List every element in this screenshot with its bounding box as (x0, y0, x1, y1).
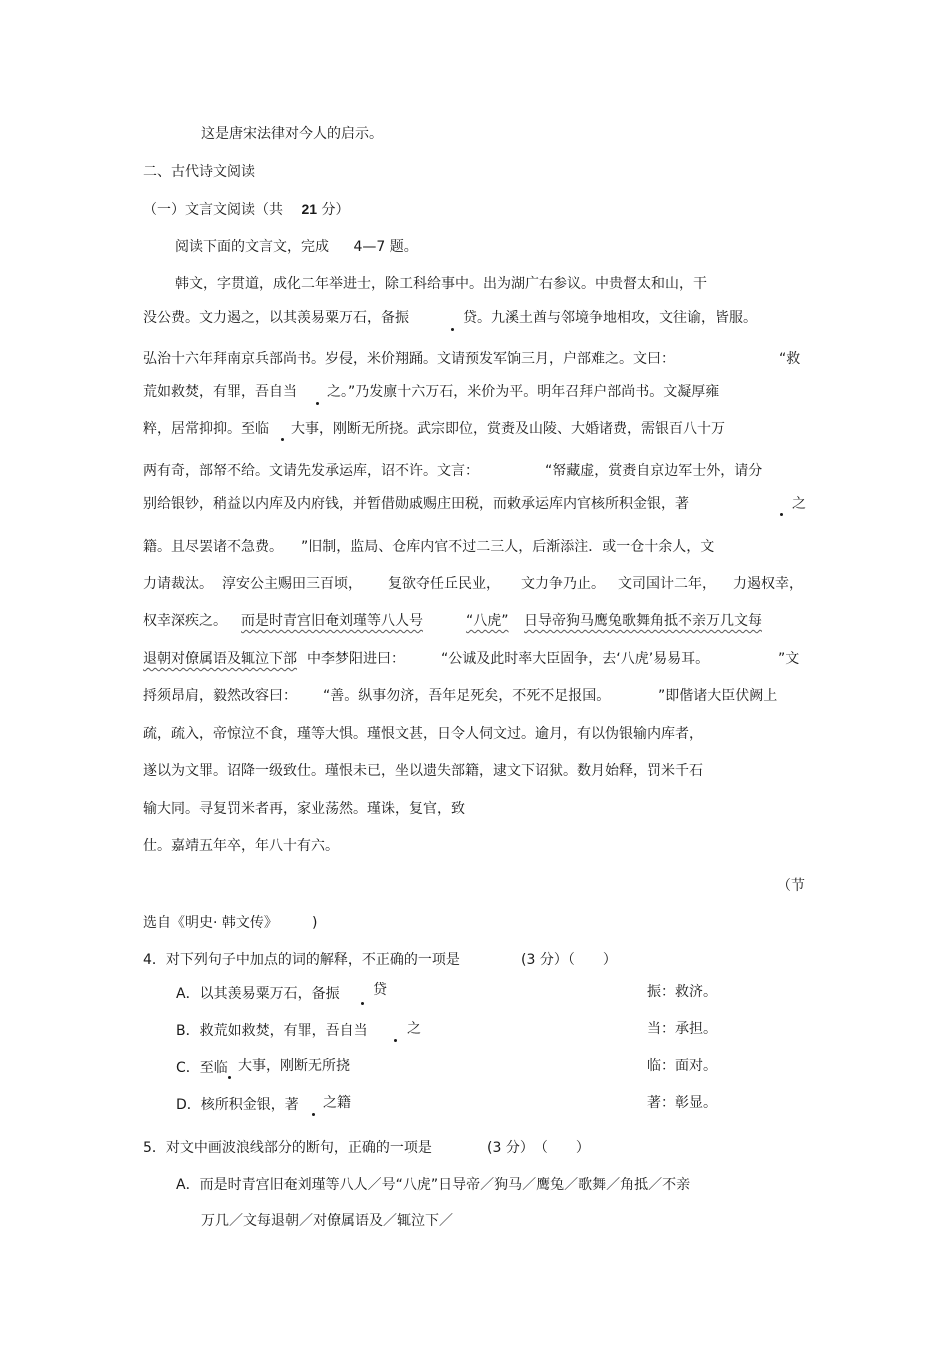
q5-option-a-line-1: A．而是时青宫旧奄刘瑾等八人／号“八虎”日导帝／狗马／鹰兔／歌舞／角抵／不亲 (176, 1177, 691, 1193)
source-note-1: （节 (777, 878, 805, 894)
q4-option-a-word: 贷 (373, 982, 387, 998)
question-4-score: (3 分）（ ） (521, 952, 617, 968)
passage-line-9d: 文力争乃止。 (521, 576, 605, 592)
source-note-3: ) (312, 915, 318, 931)
question-5-score: (3 分） （ ） (487, 1140, 590, 1156)
subsection-suffix: 分） (321, 202, 350, 218)
wavy-text-11a: 退朝对僚属语及辄泣下部 (143, 651, 297, 667)
emphasis-dot (316, 402, 319, 405)
q4-option-a-text: A．以其羡易粟万石，备振 (176, 986, 340, 1002)
passage-line-11d: ”文 (778, 651, 800, 667)
q4-option-c-word: 大事，刚断无所挠 (238, 1058, 350, 1074)
passage-line-12a: 捋须昂肩，毅然改容曰： (143, 688, 297, 704)
passage-line-9b: 淳安公主赐田三百顷， (222, 576, 362, 592)
passage-line-9a: 力请裁汰。 (143, 576, 213, 592)
instruction-range: 4—7 题。 (353, 239, 418, 255)
intro-line: 这是唐宋法律对今人的启示。 (201, 126, 383, 142)
q4-option-b-word: 之 (407, 1021, 421, 1037)
passage-line-9f: 力遏权幸， (733, 576, 803, 592)
section-heading: 二、古代诗文阅读 (143, 164, 255, 180)
passage-line-5a: 粹，居常抑抑。至临 (143, 421, 269, 437)
q5-option-a-line-2: 万几／文每退朝／对僚属语及／辄泣下／ (201, 1213, 453, 1229)
emphasis-dot (394, 1039, 397, 1042)
q4-option-b-gloss: 当：承担。 (647, 1021, 717, 1037)
passage-line-2a: 没公费。文力遏之，以其羡易粟万石，备振 (143, 310, 409, 326)
wavy-text-10d: 日导帝狗马鹰兔歌舞角抵不亲万几文每 (524, 613, 762, 629)
emphasis-dot (228, 1076, 231, 1079)
passage-line-7b: 之 (792, 496, 806, 512)
wavy-text-10b: 而是时青宫旧奄刘瑾等八人号 (241, 613, 423, 629)
q4-option-c-gloss: 临：面对。 (647, 1058, 717, 1074)
passage-line-8a: 籍。且尽罢诸不急费。 (143, 539, 283, 555)
passage-line-12c: ”即偕诸大臣伏阙上 (658, 688, 778, 704)
emphasis-dot (312, 1113, 315, 1116)
passage-line-6a: 两有奇，部帑不给。文请先发承运库，诏不许。文言： (143, 463, 479, 479)
question-5-stem: 5．对文中画波浪线部分的断句，正确的一项是 (143, 1140, 432, 1156)
passage-line-5b: 大事，刚断无所挠。武宗即位，赏赉及山陵、大婚诸费，需银百八十万 (291, 421, 725, 437)
passage-line-16: 仕。嘉靖五年卒，年八十有六。 (143, 838, 339, 854)
passage-line-10a: 权幸深疾之。 (143, 613, 227, 629)
emphasis-dot (361, 1002, 364, 1005)
passage-line-2b: 贷。九溪土酋与邻境争地相攻，文往谕，皆服。 (463, 310, 757, 326)
q4-option-d-text: D．核所积金银，著 (176, 1097, 299, 1113)
passage-line-7a: 别给银钞，稍益以内库及内府钱，并暂借勋戚赐庄田税，而敕承运库内官核所积金银，著 (143, 496, 689, 512)
instruction-text: 阅读下面的文言文，完成 (175, 239, 329, 255)
q4-option-b-text: B．救荒如救焚，有罪，吾自当 (176, 1023, 368, 1039)
emphasis-dot (780, 513, 783, 516)
passage-line-1: 韩文，字贯道，成化二年举进士，除工科给事中。出为湖广右参议。中贵督太和山，干 (175, 276, 707, 292)
subsection-prefix: （一）文言文阅读（共 (143, 202, 283, 218)
emphasis-dot (451, 328, 454, 331)
passage-line-3a: 弘治十六年拜南京兵部尚书。岁侵，米价翔踊。文请预发军饷三月，户部难之。文曰： (143, 351, 675, 367)
q4-option-c-text: C．至临 (176, 1060, 228, 1076)
q4-option-d-gloss: 著：彰显。 (647, 1095, 717, 1111)
q4-option-a-gloss: 振：救济。 (647, 984, 717, 1000)
source-note-2: 选自《明史· 韩文传》 (143, 915, 278, 931)
passage-line-4a: 荒如救焚，有罪，吾自当 (143, 384, 297, 400)
emphasis-dot (281, 438, 284, 441)
passage-line-15: 输大同。寻复罚米者再，家业荡然。瑾诛，复官，致 (143, 801, 465, 817)
instruction-line (175, 238, 418, 256)
question-4-stem: 4．对下列句子中加点的词的解释，不正确的一项是 (143, 952, 460, 968)
subsection-heading (143, 200, 349, 219)
passage-line-9c: 复欲夺任丘民业， (388, 576, 500, 592)
passage-line-8b: ”旧制，监局、仓库内官不过二三人，后渐添注．或一仓十余人，文 (301, 539, 715, 555)
subsection-points: 21 (301, 201, 318, 217)
q4-option-d-word: 之籍 (323, 1095, 351, 1111)
passage-line-6b: “帑藏虚，赏赉自京边军士外，请分 (545, 463, 763, 479)
passage-line-3b: “救 (779, 351, 801, 367)
passage-line-11c: “公诚及此时率大臣固争，去‘八虎’易易耳。 (441, 651, 710, 667)
passage-line-13: 疏，疏入，帝惊泣不食，瑾等大惧。瑾恨文甚，日令人伺文过。逾月，有以伪银输内库者， (143, 726, 703, 742)
wavy-text-10c: “八虎” (466, 613, 509, 629)
passage-line-12b: “善。纵事勿济，吾年足死矣，不死不足报国。 (323, 688, 611, 704)
passage-line-14: 遂以为文罪。诏降一级致仕。瑾恨未已，坐以遗失部籍，逮文下诏狱。数月始释，罚米千石 (143, 763, 703, 779)
passage-line-9e: 文司国计二年， (618, 576, 716, 592)
passage-line-11b: 中李梦阳进曰： (307, 651, 405, 667)
passage-line-4b: 之。”乃发廪十六万石，米价为平。明年召拜户部尚书。文凝厚雍 (327, 384, 720, 400)
